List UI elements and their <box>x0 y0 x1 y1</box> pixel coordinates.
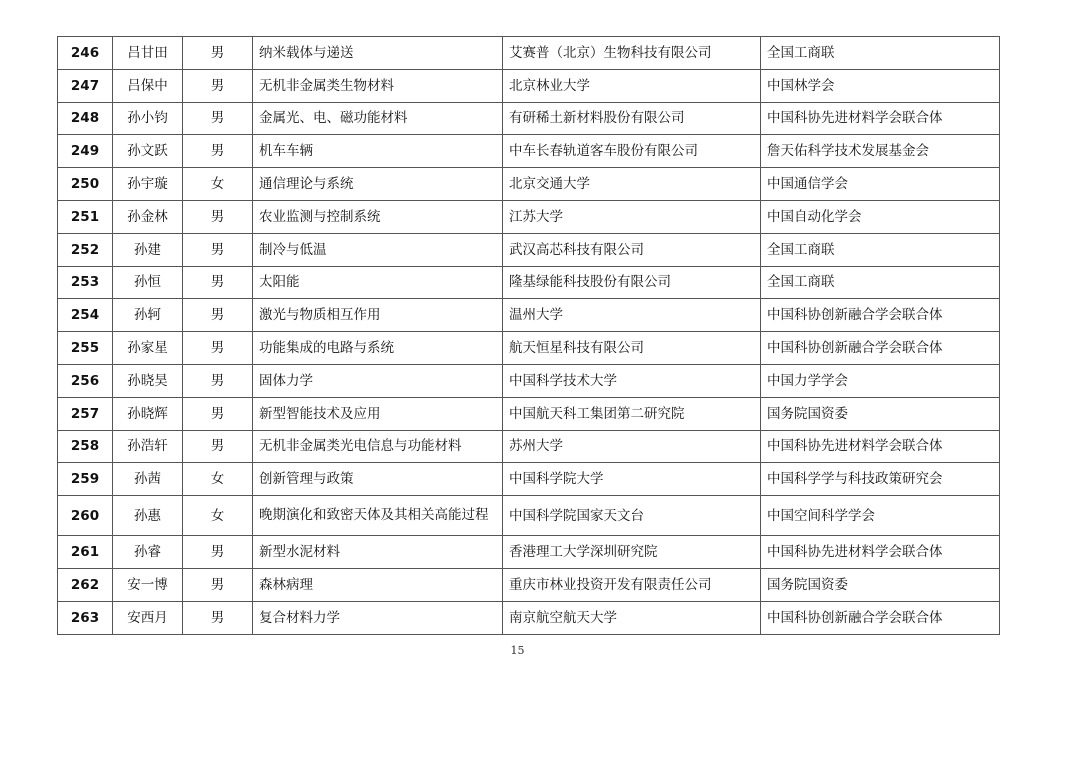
gender-cell: 男 <box>183 266 253 299</box>
recommender-cell: 中国空间科学学会 <box>761 496 1000 536</box>
table-row <box>58 102 1000 135</box>
table-row <box>58 266 1000 299</box>
field-cell: 金属光、电、磁功能材料 <box>253 102 503 135</box>
recommender-cell: 中国科协先进材料学会联合体 <box>761 430 1000 463</box>
serial-number-cell: 257 <box>58 397 113 430</box>
field-cell: 激光与物质相互作用 <box>253 299 503 332</box>
serial-number-cell: 263 <box>58 601 113 634</box>
recommender-cell: 中国科协创新融合学会联合体 <box>761 299 1000 332</box>
name-cell: 吕保中 <box>113 69 183 102</box>
recommender-cell: 中国自动化学会 <box>761 200 1000 233</box>
table-row <box>58 299 1000 332</box>
name-cell: 孙晓昊 <box>113 364 183 397</box>
name-cell: 孙睿 <box>113 536 183 569</box>
field-cell: 功能集成的电路与系统 <box>253 332 503 365</box>
table-row <box>58 135 1000 168</box>
organization-cell: 温州大学 <box>503 299 761 332</box>
recommender-cell: 詹天佑科学技术发展基金会 <box>761 135 1000 168</box>
serial-number-cell: 256 <box>58 364 113 397</box>
table-row <box>58 364 1000 397</box>
gender-cell: 女 <box>183 496 253 536</box>
name-cell: 孙浩轩 <box>113 430 183 463</box>
recommender-cell: 中国科协先进材料学会联合体 <box>761 102 1000 135</box>
organization-cell: 江苏大学 <box>503 200 761 233</box>
gender-cell: 男 <box>183 332 253 365</box>
organization-cell: 艾赛普（北京）生物科技有限公司 <box>503 37 761 70</box>
field-cell: 太阳能 <box>253 266 503 299</box>
recommender-cell: 全国工商联 <box>761 233 1000 266</box>
field-cell: 通信理论与系统 <box>253 168 503 201</box>
field-text: 晚期演化和致密天体及其相关高能过程 <box>259 507 489 524</box>
table-row <box>58 536 1000 569</box>
table-row <box>58 168 1000 201</box>
gender-cell: 男 <box>183 299 253 332</box>
recommender-cell: 中国林学会 <box>761 69 1000 102</box>
recommender-cell: 全国工商联 <box>761 37 1000 70</box>
serial-number-cell: 262 <box>58 568 113 601</box>
serial-number-cell: 248 <box>58 102 113 135</box>
nominee-table <box>57 36 1000 635</box>
name-cell: 孙恒 <box>113 266 183 299</box>
recommender-cell: 中国科协创新融合学会联合体 <box>761 601 1000 634</box>
organization-cell: 中国科学院大学 <box>503 463 761 496</box>
organization-cell: 重庆市林业投资开发有限责任公司 <box>503 568 761 601</box>
gender-cell: 男 <box>183 568 253 601</box>
serial-number-cell: 261 <box>58 536 113 569</box>
name-cell: 孙惠 <box>113 496 183 536</box>
organization-cell: 苏州大学 <box>503 430 761 463</box>
name-cell: 安西月 <box>113 601 183 634</box>
serial-number-cell: 247 <box>58 69 113 102</box>
name-cell: 孙轲 <box>113 299 183 332</box>
organization-cell: 中车长春轨道客车股份有限公司 <box>503 135 761 168</box>
organization-cell: 航天恒星科技有限公司 <box>503 332 761 365</box>
gender-cell: 女 <box>183 463 253 496</box>
name-cell: 孙建 <box>113 233 183 266</box>
table-row <box>58 496 1000 536</box>
field-cell: 固体力学 <box>253 364 503 397</box>
field-cell: 创新管理与政策 <box>253 463 503 496</box>
organization-cell: 中国科学技术大学 <box>503 364 761 397</box>
recommender-cell: 中国科协先进材料学会联合体 <box>761 536 1000 569</box>
field-cell: 无机非金属类光电信息与功能材料 <box>253 430 503 463</box>
table-row <box>58 37 1000 70</box>
name-cell: 孙文跃 <box>113 135 183 168</box>
field-cell: 纳米载体与递送 <box>253 37 503 70</box>
gender-cell: 男 <box>183 37 253 70</box>
serial-number-cell: 255 <box>58 332 113 365</box>
table-row <box>58 397 1000 430</box>
serial-number-cell: 253 <box>58 266 113 299</box>
name-cell: 孙茜 <box>113 463 183 496</box>
table-row <box>58 233 1000 266</box>
organization-cell: 隆基绿能科技股份有限公司 <box>503 266 761 299</box>
serial-number-cell: 254 <box>58 299 113 332</box>
table-row <box>58 601 1000 634</box>
organization-cell: 武汉高芯科技有限公司 <box>503 233 761 266</box>
gender-cell: 男 <box>183 536 253 569</box>
serial-number-cell: 252 <box>58 233 113 266</box>
serial-number-cell: 259 <box>58 463 113 496</box>
recommender-cell: 中国科学学与科技政策研究会 <box>761 463 1000 496</box>
recommender-cell: 中国力学学会 <box>761 364 1000 397</box>
name-cell: 孙金林 <box>113 200 183 233</box>
gender-cell: 男 <box>183 601 253 634</box>
serial-number-cell: 250 <box>58 168 113 201</box>
table-row <box>58 568 1000 601</box>
name-cell: 孙晓辉 <box>113 397 183 430</box>
table-row <box>58 430 1000 463</box>
field-cell: 复合材料力学 <box>253 601 503 634</box>
field-cell: 制冷与低温 <box>253 233 503 266</box>
gender-cell: 男 <box>183 200 253 233</box>
field-cell: 森林病理 <box>253 568 503 601</box>
recommender-cell: 国务院国资委 <box>761 397 1000 430</box>
table-row <box>58 463 1000 496</box>
organization-cell: 中国科学院国家天文台 <box>503 496 761 536</box>
field-cell: 新型智能技术及应用 <box>253 397 503 430</box>
recommender-cell: 中国科协创新融合学会联合体 <box>761 332 1000 365</box>
name-cell: 吕甘田 <box>113 37 183 70</box>
organization-cell: 北京交通大学 <box>503 168 761 201</box>
name-cell: 孙小钧 <box>113 102 183 135</box>
name-cell: 孙宇璇 <box>113 168 183 201</box>
gender-cell: 男 <box>183 69 253 102</box>
organization-cell: 中国航天科工集团第二研究院 <box>503 397 761 430</box>
organization-cell: 香港理工大学深圳研究院 <box>503 536 761 569</box>
serial-number-cell: 258 <box>58 430 113 463</box>
gender-cell: 女 <box>183 168 253 201</box>
name-cell: 孙家星 <box>113 332 183 365</box>
recommender-cell: 全国工商联 <box>761 266 1000 299</box>
recommender-cell: 国务院国资委 <box>761 568 1000 601</box>
recommender-cell: 中国通信学会 <box>761 168 1000 201</box>
gender-cell: 男 <box>183 233 253 266</box>
organization-cell: 北京林业大学 <box>503 69 761 102</box>
field-cell: 新型水泥材料 <box>253 536 503 569</box>
gender-cell: 男 <box>183 102 253 135</box>
serial-number-cell: 246 <box>58 37 113 70</box>
organization-cell: 南京航空航天大学 <box>503 601 761 634</box>
field-cell: 无机非金属类生物材料 <box>253 69 503 102</box>
gender-cell: 男 <box>183 135 253 168</box>
serial-number-cell: 260 <box>58 496 113 536</box>
gender-cell: 男 <box>183 364 253 397</box>
table-row <box>58 200 1000 233</box>
field-cell: 农业监测与控制系统 <box>253 200 503 233</box>
serial-number-cell: 249 <box>58 135 113 168</box>
serial-number-cell: 251 <box>58 200 113 233</box>
gender-cell: 男 <box>183 430 253 463</box>
page-number: 15 <box>510 644 525 657</box>
field-cell <box>253 496 503 536</box>
table-row <box>58 332 1000 365</box>
table-row <box>58 69 1000 102</box>
name-cell: 安一博 <box>113 568 183 601</box>
gender-cell: 男 <box>183 397 253 430</box>
organization-cell: 有研稀土新材料股份有限公司 <box>503 102 761 135</box>
field-cell: 机车车辆 <box>253 135 503 168</box>
